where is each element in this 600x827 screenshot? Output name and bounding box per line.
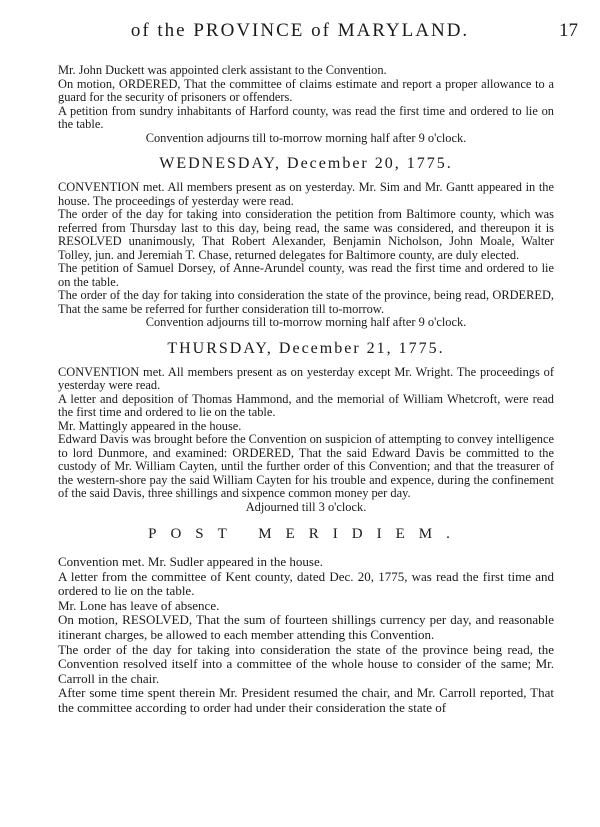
- paragraph: A letter and deposition of Thomas Hammond, and the memorial of William Whetcroft, were read the first time and ordered to lie on the table.: [58, 391, 554, 419]
- paragraph: The order of the day for taking into consideration the petition from Baltimore county, which was referred from Thursday last to this day, being read, the same was considered, and thereupon it is RESOLVED unanimously, That Robert Alexander, Benjamin Nicholson, John Moale, Walter Tolley, jun. and Jeremiah T. Chase, returned delegates for Baltimore county, are duly elected.: [58, 207, 554, 262]
- paragraph: The order of the day for taking into consideration the state of the province being read, the Convention resolved itself into a committee of the whole house to consider of the same; Mr. Carroll in the chair.: [58, 641, 554, 686]
- day-heading: WEDNESDAY, December 20, 1775.: [159, 155, 453, 172]
- adjournment-line: Convention adjourns till to-morrow morning half after 9 o'clock.: [145, 315, 467, 329]
- page-body: [58, 64, 554, 716]
- paragraph: Edward Davis was brought before the Convention on suspicion of attempting to convey intelligence to lord Dunmore, and examined: ORDERED, That the said Edward Davis be committed to the custody of Mr. William Cayten, until the further order of this Convention; and that the treasurer of the western-shore pay the said William Cayten for his trouble and expence, during the confinement of the said Davis, three shillings and sixpence common money per day.: [58, 432, 554, 500]
- paragraph: Mr. Lone has leave of absence.: [58, 597, 220, 613]
- paragraph: CONVENTION met. All members present as on yesterday. Mr. Sim and Mr. Gantt appeared in the house. The proceedings of yesterday were read.: [58, 180, 554, 208]
- paragraph: A petition from sundry inhabitants of Harford county, was read the first time and ordered to lie on the table.: [58, 103, 554, 131]
- post-meridiem-section: [58, 555, 554, 716]
- paragraph: The order of the day for taking into consideration the state of the province, being read, ORDERED, That the same be referred for further consideration till to-morrow.: [58, 288, 554, 316]
- paragraph: The petition of Samuel Dorsey, of Anne-Arundel county, was read the first time and ordered to lie on the table.: [58, 261, 554, 289]
- paragraph: A letter from the committee of Kent county, dated Dec. 20, 1775, was read the first time and ordered to lie on the table.: [58, 568, 554, 599]
- page-number: 17: [559, 20, 578, 41]
- paragraph: On motion, RESOLVED, That the sum of fourteen shillings currency per day, and reasonable itinerant charges, be allowed to each member attending this Convention.: [58, 612, 554, 642]
- paragraph: Convention met. Mr. Sudler appeared in the house.: [58, 554, 324, 569]
- paragraph: On motion, ORDERED, That the committee of claims estimate and report a proper allowance to a guard for the security of prisoners or offenders.: [58, 76, 554, 104]
- day-heading: THURSDAY, December 21, 1775.: [167, 339, 445, 357]
- page-header: [0, 10, 600, 40]
- paragraph: After some time spent therein Mr. President resumed the chair, and Mr. Carroll reported, That the committee according to order had under their consideration the state of: [58, 685, 554, 715]
- paragraph: Mr. John Duckett was appointed clerk assistant to the Convention.: [58, 63, 387, 77]
- running-title: of the PROVINCE of MARYLAND.: [130, 20, 470, 41]
- paragraph: CONVENTION met. All members present as on yesterday except Mr. Wright. The proceedings of yesterday were read.: [58, 364, 554, 392]
- post-meridiem-heading: POST MERIDIEM.: [148, 526, 464, 542]
- paragraph: Mr. Mattingly appeared in the house.: [58, 418, 242, 433]
- adjournment-line: Adjourned till 3 o'clock.: [245, 499, 367, 514]
- adjournment-line: Convention adjourns till to-morrow morning half after 9 o'clock.: [145, 130, 467, 145]
